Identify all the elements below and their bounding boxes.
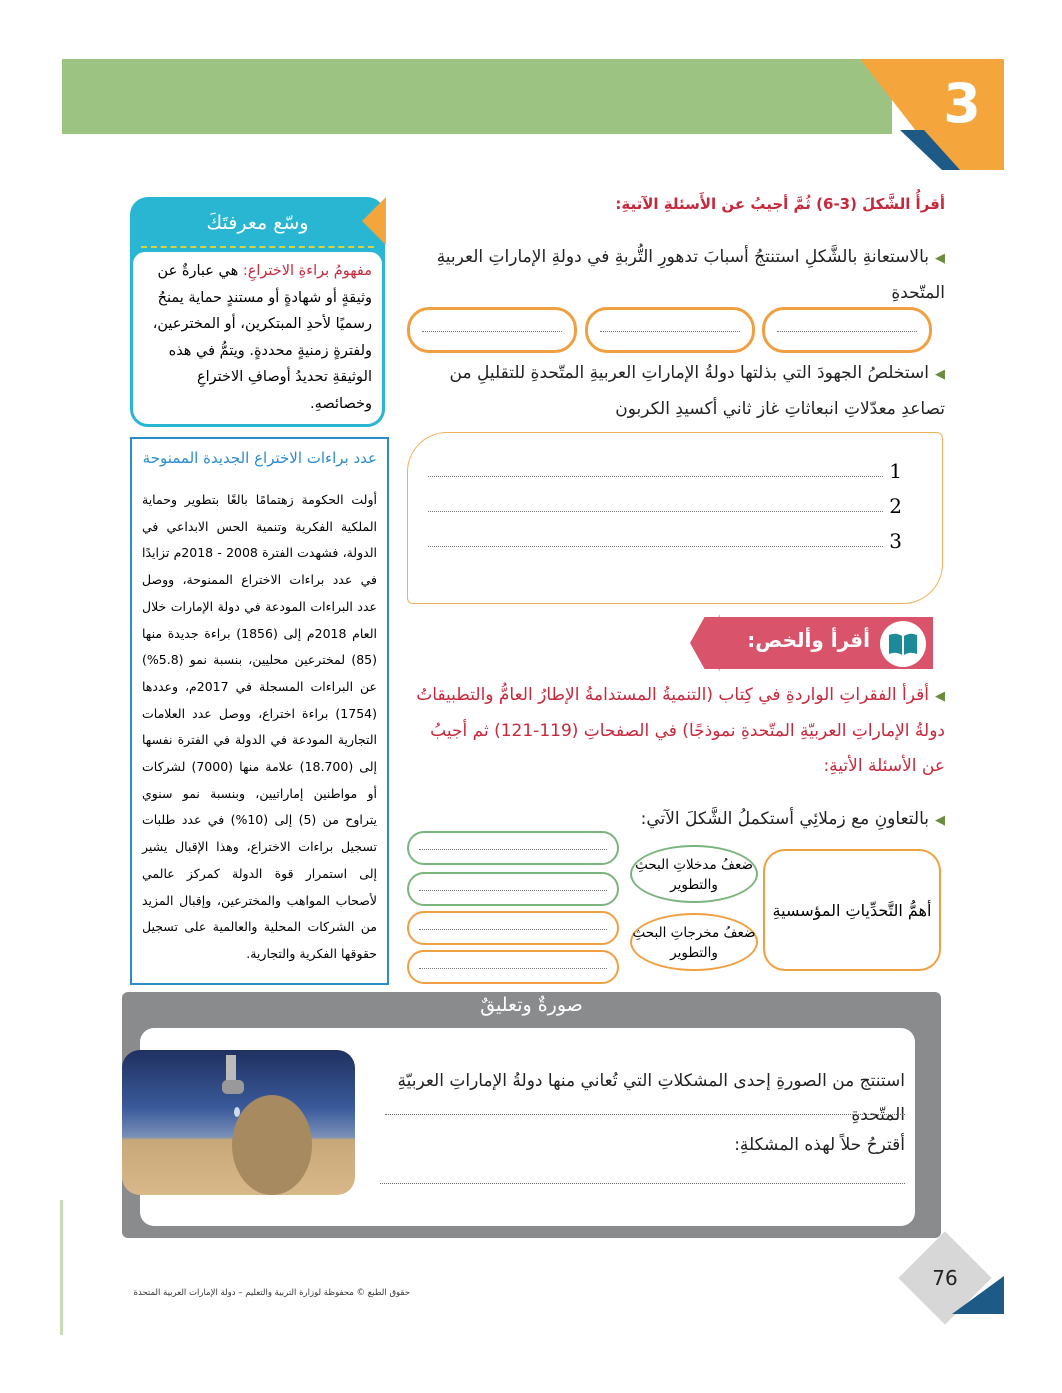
bullet-arrow-icon: ◀ [935, 251, 945, 266]
answer-pill[interactable] [407, 307, 577, 353]
answer-box[interactable]: 1 2 3 [407, 432, 943, 604]
patents-box [130, 437, 389, 985]
answer-pill[interactable] [407, 872, 619, 906]
photo-question-2: أقترحُ حلاً لهذه المشكلةِ: [734, 1135, 905, 1155]
bullet-arrow-icon: ◀ [935, 813, 945, 828]
margin-line [60, 1200, 63, 1335]
answer-pill[interactable] [407, 911, 619, 945]
chapter-number: 3 [943, 72, 981, 135]
copyright-footer: حقوق الطبع © محفوظة لوزارة التربية والتعليم – دولة الإمارات العربية المتحدة [133, 1288, 410, 1298]
bullet-arrow-icon: ◀ [935, 367, 945, 382]
definition: هي عبارةٌ عن وثيقةٍ أو شهادةٍ أو مستندٍ حماية يمنحُ رسميًا لأحدِ المبتكرين، أو المخترعين، ولفترةٍ زمنيةٍ محددةٍ. ويتمُّ في هذه الوثيقةِ تحديدُ أوصافِ الاختراعِ وخصائصهِ. [152, 263, 372, 412]
header-band [62, 59, 892, 134]
answer-pill[interactable] [407, 831, 619, 865]
drought-image [122, 1050, 355, 1195]
term: مفهومُ براءةِ الاختراعِ: [242, 263, 372, 279]
answer-pill[interactable] [407, 950, 619, 984]
question-1: ◀بالاستعانةِ بالشَّكلِ استنتجُ أسبابَ تدهورِ التُّربةِ في دولةِ الإماراتِ العربيةِ المتّحدةِ [436, 247, 945, 303]
oval-inputs: ضعفُ مدخلاتِ البحثِ والتطوير [630, 845, 758, 903]
box-body: أولت الحكومة زهتمامًا بالغًا بتطوير وحماية الملكية الفكرية وتنمية الحس الابداعي في الدولة، فشهدت الفترة 2008 - 2018م تزايدًا في عدد براءات الاختراع الممنوحة، ووصل عدد البراءات المودعة في دولة الإمارات خلال العام 2018م إلى (1856) براءة جديدة منها (85) لمخترعين محليين، بنسبة نمو (5.8%) عن البراءات المسجلة في 2017م، وعددها (1754) براءة اختراع، ووصل عدد العلامات التجارية المودعة في الدولة في الفترة نفسها إلى (18.700) علامة منها (7000) لشركات أو مواطنين إماراتيين، وبنسبة نمو سنوي يتراوح من (5) إلى (10%) في عدد طلبات تسجيل براءات الاختراع، وهذا الإقبال يشير إلى استمرار قوة الدولة كمركز عالمي لأصحاب المواهب والمخترعين، وإقبال المزيد من الشركات المحلية والعالمية على تسجيل حقوقها الفكرية والتجارية. [142, 492, 378, 961]
box-title: عدد براءات الاختراع الجديدة الممنوحة [142, 449, 377, 467]
photo-question-1: استنتج من الصورةِ إحدى المشكلاتِ التي تُعاني منها دولةُ الإماراتِ العربيّةِ المتّحدةِ [397, 1071, 905, 1125]
answer-line[interactable] [380, 1183, 905, 1184]
book-icon [880, 621, 926, 667]
answer-pill[interactable] [762, 307, 932, 353]
oval-outputs: ضعفُ مخرجاتِ البحثِ والتطوير [630, 913, 758, 971]
page-number: 76 [932, 1266, 958, 1290]
section-instruction: أقرأُ الشَّكلَ (3-6) ثُمَّ أجيبُ عن الأَسئلةِ الآتيةِ: [615, 195, 945, 213]
answer-line[interactable] [385, 1114, 905, 1115]
reading-instruction: ◀أقرأ الفقراتِ الواردةِ في كِتاب (التنميةُ المستدامةُ الإطارُ العامُّ والتطبيقاتُ دولةُ الإماراتِ العربيّةِ المتّحدةِ نموذجًا) في الصفحاتِ (119-121) ثم أجيبُ عن الأسئلة الأتيةِ: [416, 685, 945, 776]
question-collab: ◀بالتعاونِ مع زملائِي أستكملُ الشَّكلَ الآتي: [640, 809, 945, 829]
answer-pill[interactable] [585, 307, 755, 353]
expand-knowledge-box [130, 197, 385, 427]
banner-title: أقرأ وألخص: [747, 628, 870, 652]
box-title: وسّع معرفتَكَ [141, 200, 374, 248]
question-2: ◀استخلصُ الجهودَ التي بذلتها دولةُ الإماراتِ العربيةِ المتّحدةِ للتقليلِ من تصاعدِ معدّلاتِ انبعاثاتِ غاز ثاني أكسيدِ الكربون [449, 363, 945, 419]
photo-section-title: صورةٌ وتعليقٌ [480, 994, 583, 1016]
central-box: أهمُّ التَّحدِّياتِ المؤسسيةِ [763, 849, 941, 971]
bullet-arrow-icon: ◀ [935, 689, 945, 704]
